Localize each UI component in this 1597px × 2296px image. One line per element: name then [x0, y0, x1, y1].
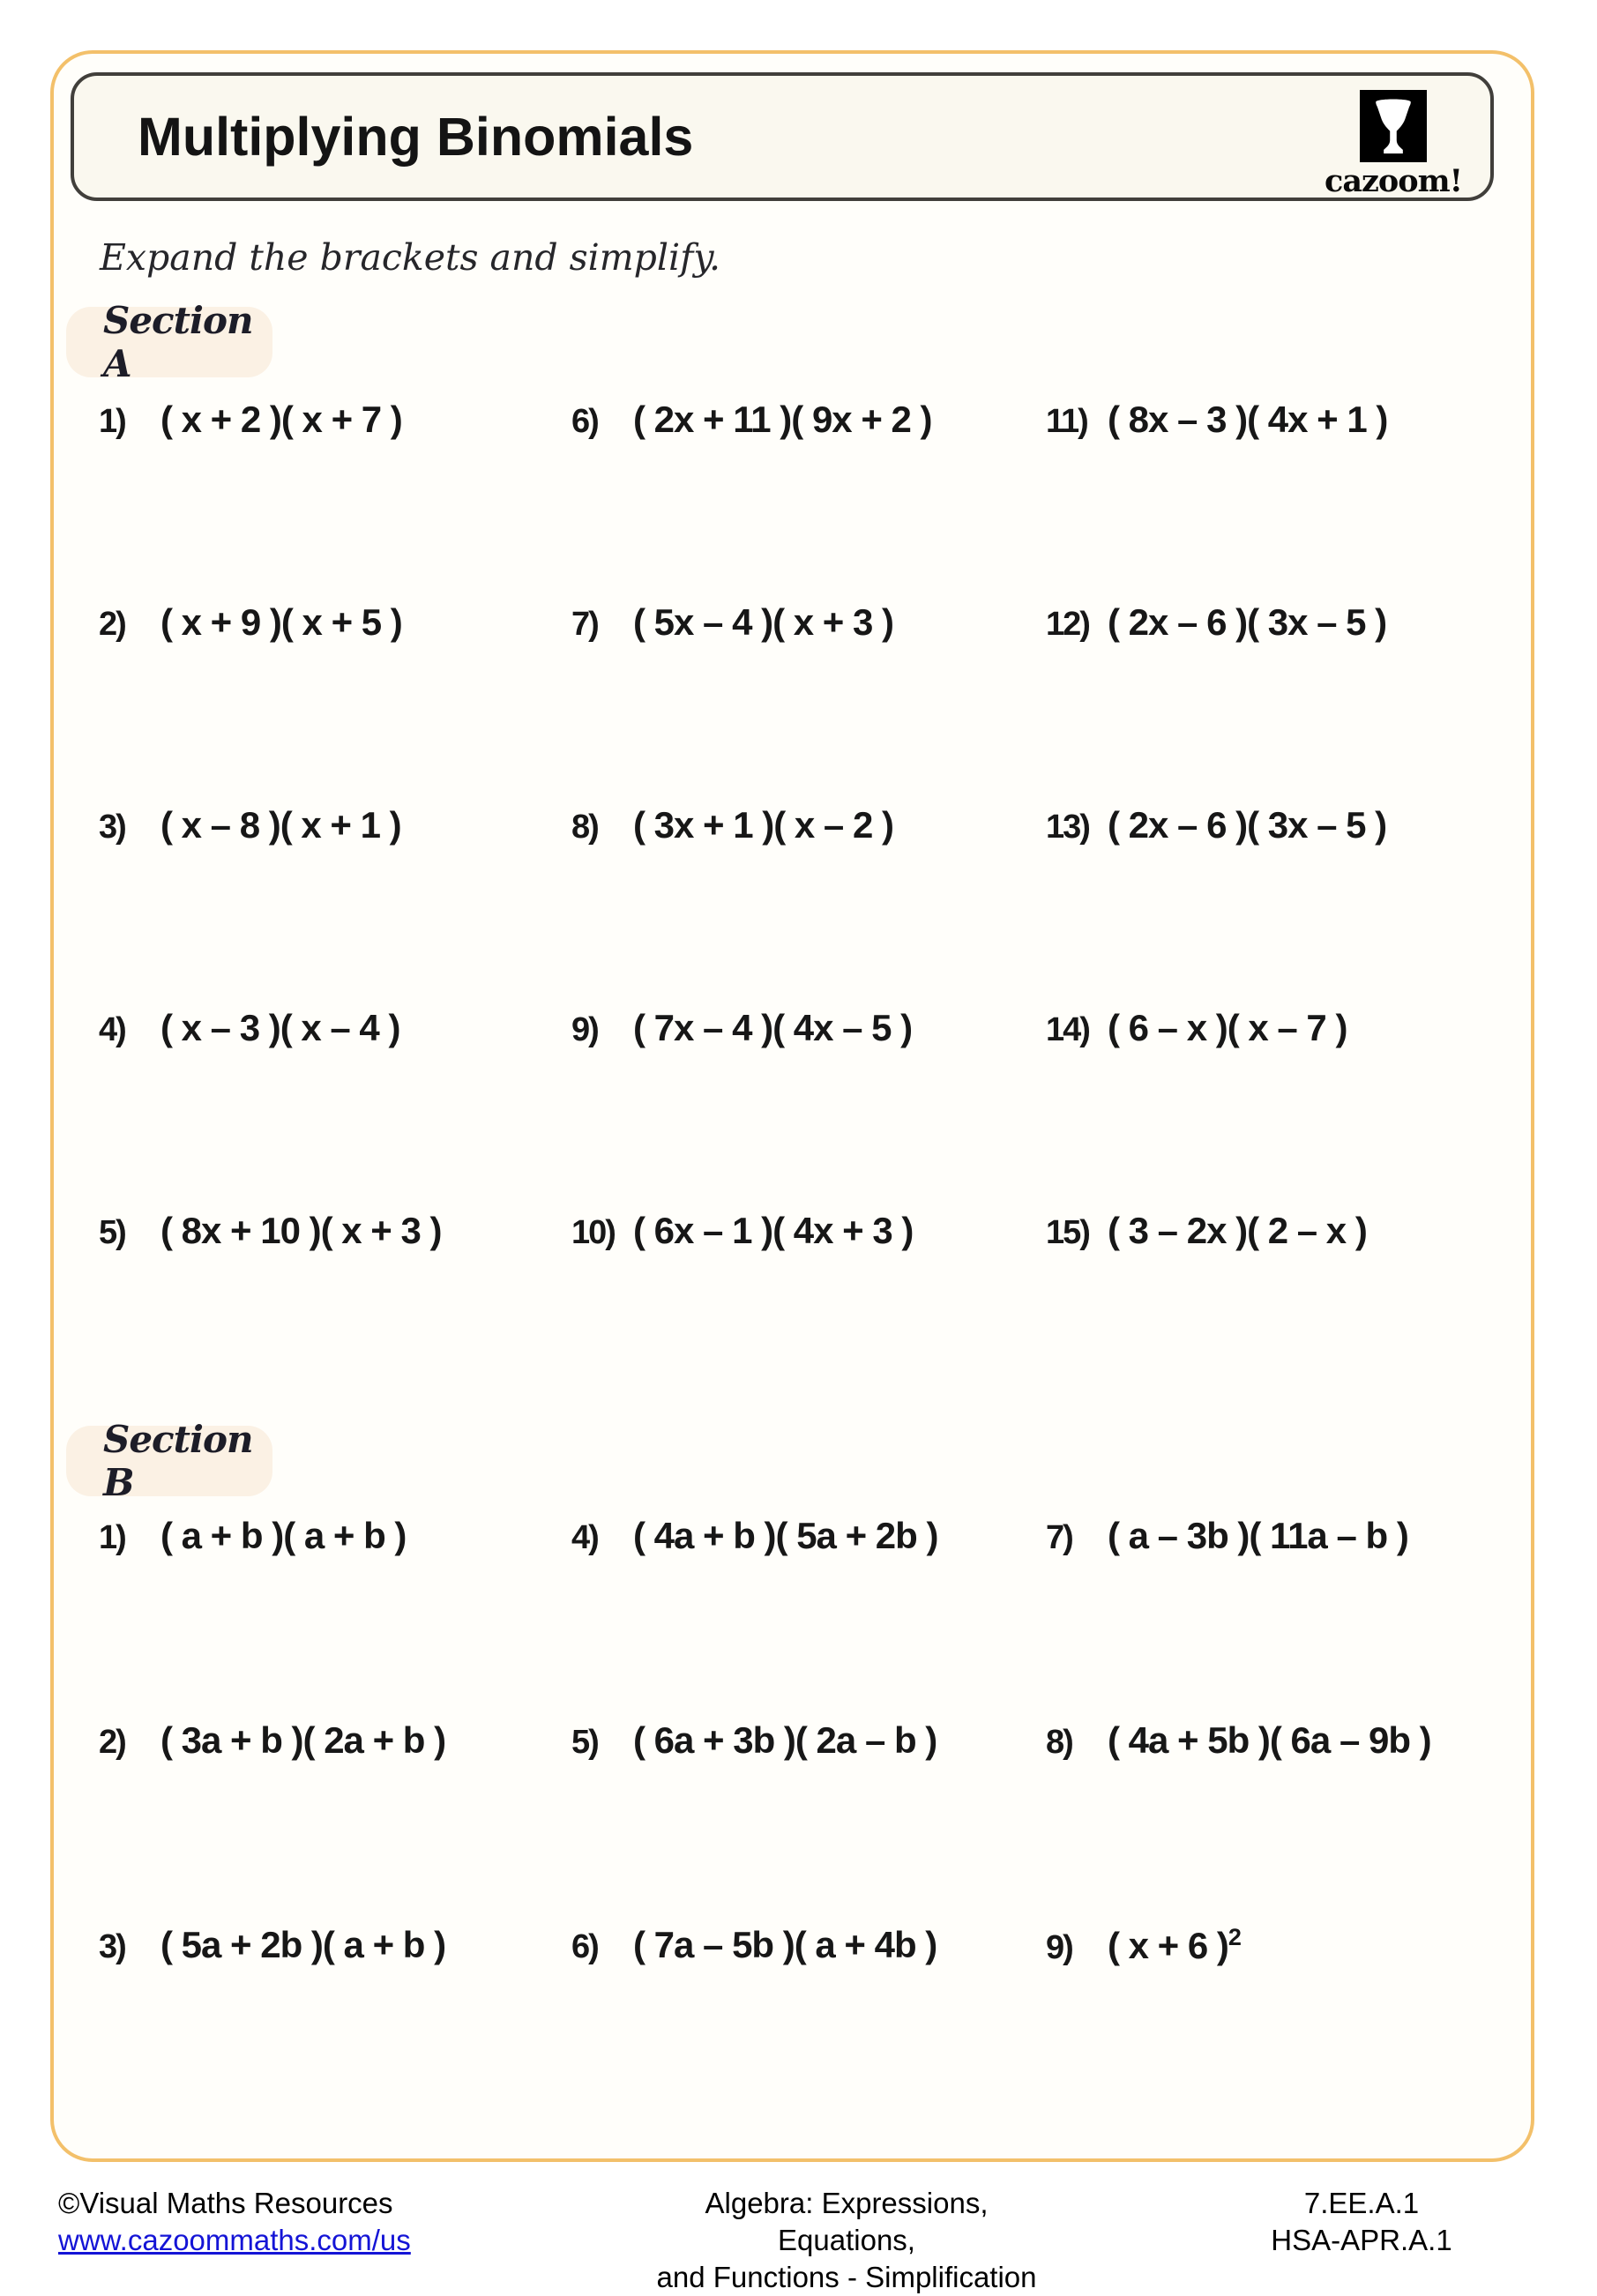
problem-a-14 [1046, 1007, 1347, 1049]
problem-number: 5) [571, 1724, 598, 1761]
problem-number: 3) [99, 1928, 125, 1965]
section-a-row-4 [0, 1007, 1597, 1065]
problem-b-6 [571, 1924, 937, 1966]
standard-code-2: HSA-APR.A.1 [1271, 2224, 1452, 2256]
section-a-row-5 [0, 1210, 1597, 1268]
standard-code-1: 7.EE.A.1 [1303, 2187, 1420, 2219]
problem-a-3 [99, 804, 401, 846]
problem-a-5 [99, 1210, 442, 1252]
problem-a-11 [1046, 399, 1387, 441]
problem-a-1 [99, 399, 402, 441]
problem-b-2 [99, 1719, 445, 1762]
problem-number: 9) [1046, 1929, 1072, 1966]
problem-b-4 [571, 1515, 937, 1557]
problem-b-1 [99, 1515, 406, 1557]
problem-expression: ( 5x – 4 )( x + 3 ) [633, 601, 893, 643]
instruction-text: Expand the brackets and simplify. [100, 236, 721, 279]
problem-number: 4) [99, 1011, 125, 1048]
problem-b-5 [571, 1719, 937, 1762]
problem-expression: ( 8x – 3 )( 4x + 1 ) [1108, 399, 1388, 440]
problem-expression: ( 6 – x )( x – 7 ) [1108, 1007, 1347, 1048]
problem-expression: ( a – 3b )( 11a – b ) [1108, 1515, 1408, 1556]
problem-expression: ( a + b )( a + b ) [160, 1515, 407, 1556]
problem-b-3 [99, 1924, 445, 1966]
section-b-label: Section B [103, 1418, 253, 1504]
problem-expression: ( x + 9 )( x + 5 ) [160, 601, 402, 643]
problem-number: 7) [571, 606, 598, 643]
section-a-row-3 [0, 804, 1597, 862]
problem-number: 2) [99, 606, 125, 643]
problem-number: 5) [99, 1214, 125, 1251]
problem-expression: ( x + 2 )( x + 7 ) [160, 399, 402, 440]
page-title: Multiplying Binomials [138, 107, 694, 167]
problem-expression: ( x + 6 )$^2$ [1108, 1924, 1242, 1966]
footer-copyright-block [58, 2185, 411, 2259]
footer-topic-block [640, 2185, 1053, 2296]
section-b-heading [66, 1418, 272, 1504]
problem-expression: ( 6x – 1 )( 4x + 3 ) [633, 1210, 914, 1251]
footer-standards-block [1265, 2185, 1459, 2259]
problem-number: 7) [1046, 1519, 1072, 1556]
problem-expression: ( 5a + 2b )( a + b ) [160, 1924, 446, 1965]
section-b-row-3 [0, 1924, 1597, 1982]
problem-expression: ( 4a + b )( 5a + 2b ) [633, 1515, 938, 1556]
cazoom-website-link[interactable]: www.cazoommaths.com/us [58, 2224, 411, 2256]
problem-number: 14) [1046, 1011, 1089, 1048]
problem-a-8 [571, 804, 893, 846]
problem-number: 13) [1046, 809, 1089, 846]
problem-expression: ( x – 8 )( x + 1 ) [160, 804, 401, 846]
problem-expression: ( 2x – 6 )( 3x – 5 ) [1108, 804, 1387, 846]
problem-b-9 [1046, 1924, 1242, 1967]
section-a-heading [66, 299, 272, 385]
exponent: 2 [1228, 1924, 1242, 1950]
problem-expression: ( 7a – 5b )( a + 4b ) [633, 1924, 937, 1965]
section-a-row-1 [0, 399, 1597, 457]
problem-number: 9) [571, 1011, 598, 1048]
problem-expression: ( 6a + 3b )( 2a – b ) [633, 1719, 937, 1761]
problem-b-8 [1046, 1719, 1431, 1762]
problem-a-7 [571, 601, 893, 644]
topic-line-1: Algebra: Expressions, Equations, [705, 2187, 989, 2256]
problem-number: 8) [1046, 1724, 1072, 1761]
problem-number: 1) [99, 1519, 125, 1556]
section-b-row-1 [0, 1515, 1597, 1573]
problem-number: 3) [99, 809, 125, 846]
problem-number: 4) [571, 1519, 598, 1556]
page-border [50, 50, 1534, 2162]
section-b-row-2 [0, 1719, 1597, 1778]
problem-expression: ( 3a + b )( 2a + b ) [160, 1719, 446, 1761]
section-a-row-2 [0, 601, 1597, 660]
section-a-label: Section A [103, 299, 253, 385]
problem-expression: ( x – 3 )( x – 4 ) [160, 1007, 400, 1048]
problem-number: 6) [571, 1928, 598, 1965]
problem-number: 12) [1046, 606, 1089, 643]
problem-expression: ( 2x – 6 )( 3x – 5 ) [1108, 601, 1387, 643]
problem-a-2 [99, 601, 402, 644]
problem-a-12 [1046, 601, 1386, 644]
problem-a-10 [571, 1210, 913, 1252]
problem-number: 10) [571, 1214, 615, 1251]
problem-expression: ( 7x – 4 )( 4x – 5 ) [633, 1007, 913, 1048]
problem-a-13 [1046, 804, 1386, 846]
title-box [71, 72, 1494, 201]
problem-b-7 [1046, 1515, 1408, 1557]
problem-expression: ( 3x + 1 )( x – 2 ) [633, 804, 893, 846]
problem-number: 6) [571, 403, 598, 440]
logo-wordmark: cazoom! [1325, 163, 1462, 199]
cazoom-logo [1323, 90, 1464, 199]
topic-line-2: and Functions - Simplification [656, 2261, 1037, 2293]
problem-number: 2) [99, 1724, 125, 1761]
problem-number: 1) [99, 403, 125, 440]
problem-number: 11) [1046, 403, 1087, 440]
problem-expression: ( 3 – 2x )( 2 – x ) [1108, 1210, 1367, 1251]
problem-a-9 [571, 1007, 912, 1049]
problem-a-6 [571, 399, 932, 441]
problem-a-4 [99, 1007, 399, 1049]
copyright-text: ©Visual Maths Resources [58, 2187, 393, 2219]
problem-number: 15) [1046, 1214, 1089, 1251]
problem-expression: ( 2x + 11 )( 9x + 2 ) [633, 399, 932, 440]
problem-expression: ( 8x + 10 )( x + 3 ) [160, 1210, 442, 1251]
problem-expression: ( 4a + 5b )( 6a – 9b ) [1108, 1719, 1431, 1761]
problem-number: 8) [571, 809, 598, 846]
problem-a-15 [1046, 1210, 1367, 1252]
drum-icon [1360, 90, 1427, 162]
